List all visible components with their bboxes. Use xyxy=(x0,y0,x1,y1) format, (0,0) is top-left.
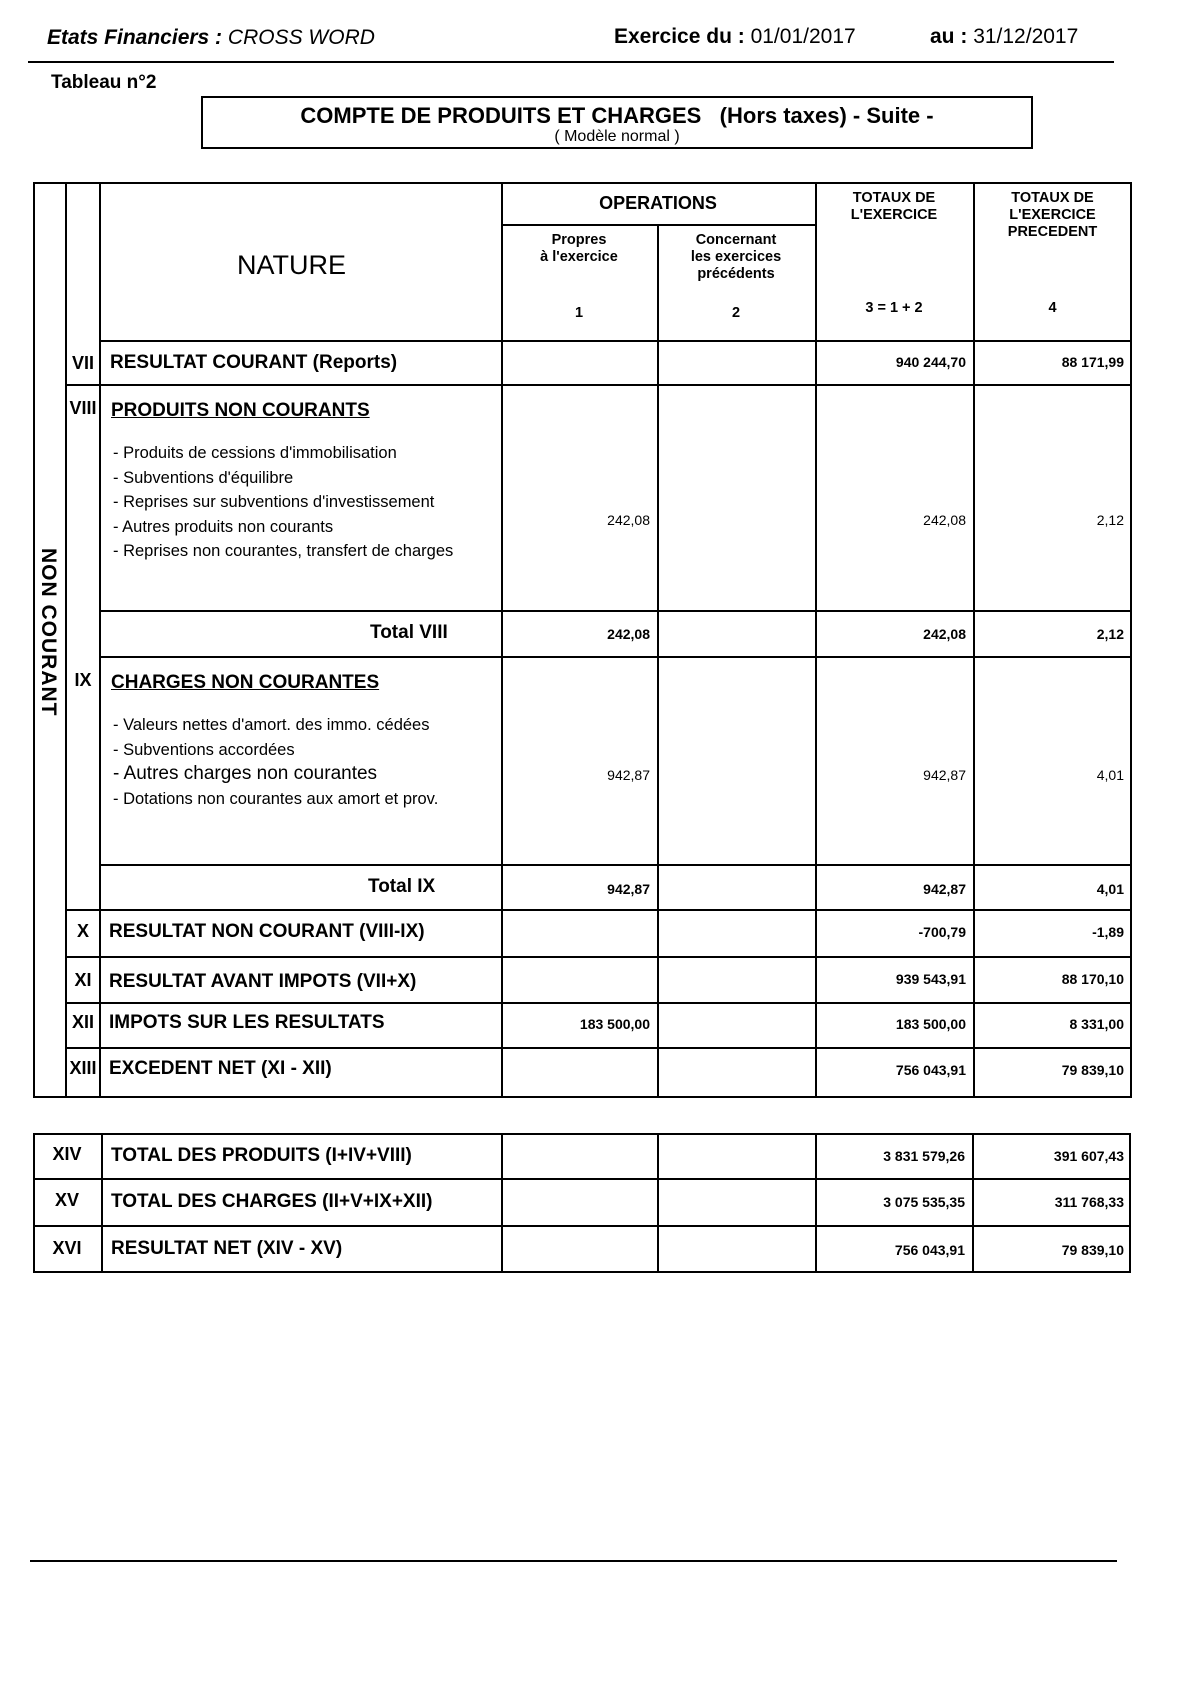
col-header-concernant: Concernant les exercices précédents xyxy=(690,232,782,282)
row-total-ix-c1: 942,87 xyxy=(607,881,650,897)
row-viii-c1: 242,08 xyxy=(607,512,650,528)
row-label-total-viii: Total VIII xyxy=(370,622,448,643)
header-date-to: 31/12/2017 xyxy=(973,25,1079,48)
header-company: CROSS WORD xyxy=(227,26,375,49)
row-label-xi: RESULTAT AVANT IMPOTS (VII+X) xyxy=(109,971,417,992)
row-viii-c4: 2,12 xyxy=(1096,512,1124,528)
section-title-produits-non-courants: PRODUITS NON COURANTS xyxy=(111,400,370,421)
row-ix-c3: 942,87 xyxy=(923,767,966,783)
col-divider-code xyxy=(99,182,101,1098)
summary-line-xiv xyxy=(33,1178,1131,1180)
col-divider-propres xyxy=(657,225,659,1098)
col-header-propres: Propres à l'exercice xyxy=(540,232,618,265)
row-label-total-ix: Total IX xyxy=(368,876,436,897)
page-subtitle: ( Modèle normal ) xyxy=(554,128,680,145)
summary-code-xvi: XVI xyxy=(52,1238,82,1258)
header-etats-label: Etats Financiers : xyxy=(47,26,223,49)
row-ix-c1: 942,87 xyxy=(607,767,650,783)
row-total-viii-c1: 242,08 xyxy=(607,626,650,642)
summary-xvi-c3: 756 043,91 xyxy=(894,1242,965,1258)
row-label-xii: IMPOTS SUR LES RESULTATS xyxy=(109,1012,385,1033)
col-header-totaux-exercice: TOTAUX DE L'EXERCICE xyxy=(850,190,938,223)
row-xi-c3: 939 543,91 xyxy=(895,971,966,987)
summary-xiv-c4: 391 607,43 xyxy=(1053,1148,1124,1164)
row-xii-c3: 183 500,00 xyxy=(895,1016,966,1032)
summary-label-xvi: RESULTAT NET (XIV - XV) xyxy=(111,1238,343,1259)
footer-rule xyxy=(30,1560,1117,1562)
header-au-label: au : xyxy=(930,25,968,48)
header-exercice-label: Exercice du : xyxy=(614,25,745,48)
summary-xvi-c4: 79 839,10 xyxy=(1061,1242,1124,1258)
list-item: - Reprises sur subventions d'investissement xyxy=(113,493,435,511)
list-item: - Subventions d'équilibre xyxy=(113,468,294,487)
tableau-number: Tableau n°2 xyxy=(51,72,157,93)
summary-xv-c4: 311 768,33 xyxy=(1054,1194,1124,1210)
row-vii-c4: 88 171,99 xyxy=(1061,354,1124,370)
list-item: - Autres produits non courants xyxy=(113,517,334,536)
list-item: - Valeurs nettes d'amort. des immo. cédées xyxy=(113,716,430,734)
col-number-2: 2 xyxy=(731,305,741,321)
row-line-xi xyxy=(65,1002,1132,1004)
summary-xiv-c3: 3 831 579,26 xyxy=(883,1148,965,1164)
row-total-viii-c4: 2,12 xyxy=(1096,626,1124,642)
header-rule xyxy=(28,61,1114,63)
operations-divider xyxy=(501,224,815,226)
row-total-viii-c3: 242,08 xyxy=(923,626,966,642)
row-line-vii xyxy=(65,384,1132,386)
row-code-xiii: XIII xyxy=(69,1058,97,1078)
row-x-c4: -1,89 xyxy=(1092,924,1124,940)
col-header-nature: NATURE xyxy=(237,250,347,280)
row-total-ix-c4: 4,01 xyxy=(1096,881,1124,897)
col-number-1: 1 xyxy=(574,305,584,321)
row-code-ix: IX xyxy=(74,670,92,690)
title-box xyxy=(201,96,1033,149)
page-title: COMPTE DE PRODUITS ET CHARGES (Hors taxes) - Suite - xyxy=(300,103,934,128)
side-label-non-courant: NON COURANT xyxy=(37,548,60,717)
row-line-viii xyxy=(99,610,1132,612)
list-item: - Subventions accordées xyxy=(113,740,295,759)
summary-code-xv: XV xyxy=(54,1190,79,1210)
header-exercice xyxy=(614,25,856,49)
list-item: - Autres charges non courantes xyxy=(113,763,378,784)
summary-label-xiv: TOTAL DES PRODUITS (I+IV+VIII) xyxy=(111,1145,412,1166)
col-number-4: 4 xyxy=(1048,300,1057,316)
list-produits-non-courants xyxy=(113,441,453,564)
col-header-totaux-precedent: TOTAUX DE L'EXERCICE PRECEDENT xyxy=(1007,190,1098,240)
summary-divider-nature xyxy=(501,1133,503,1273)
row-xiii-c3: 756 043,91 xyxy=(895,1062,966,1078)
summary-divider-code xyxy=(101,1133,103,1273)
row-line-xii xyxy=(65,1047,1132,1049)
list-item: - Dotations non courantes aux amort et prov. xyxy=(113,789,439,808)
row-code-vii: VII xyxy=(71,353,94,373)
row-code-viii: VIII xyxy=(69,398,97,418)
col-number-3: 3 = 1 + 2 xyxy=(865,300,923,316)
row-x-c3: -700,79 xyxy=(918,924,966,940)
row-label-x: RESULTAT NON COURANT (VIII-IX) xyxy=(109,921,425,942)
col-header-operations: OPERATIONS xyxy=(599,193,717,213)
header-date-from: 01/01/2017 xyxy=(750,25,856,48)
row-line-total-ix xyxy=(65,909,1132,911)
list-item: - Reprises non courantes, transfert de charges xyxy=(113,542,454,560)
row-label-vii: RESULTAT COURANT (Reports) xyxy=(110,352,398,373)
row-vii-c3: 940 244,70 xyxy=(895,354,966,370)
row-code-xii: XII xyxy=(71,1012,94,1032)
list-item: - Produits de cessions d'immobilisation xyxy=(113,444,397,462)
row-label-xiii: EXCEDENT NET (XI - XII) xyxy=(109,1058,332,1079)
row-total-ix-c3: 942,87 xyxy=(923,881,966,897)
summary-label-xv: TOTAL DES CHARGES (II+V+IX+XII) xyxy=(111,1191,433,1212)
section-title-charges-non-courantes: CHARGES NON COURANTES xyxy=(111,672,380,693)
row-line-x xyxy=(65,956,1132,958)
row-xiii-c4: 79 839,10 xyxy=(1061,1062,1124,1078)
row-viii-c3: 242,08 xyxy=(923,512,966,528)
col-divider-side xyxy=(65,182,67,1098)
list-charges-non-courantes xyxy=(113,713,438,811)
row-line-total-viii xyxy=(99,656,1132,658)
row-code-x: X xyxy=(76,921,89,941)
summary-line-xv xyxy=(33,1225,1131,1227)
header-au xyxy=(930,25,1078,49)
header-entity xyxy=(47,26,375,50)
row-code-xi: XI xyxy=(74,970,92,990)
row-xii-c4: 8 331,00 xyxy=(1069,1016,1124,1032)
summary-xv-c3: 3 075 535,35 xyxy=(883,1194,965,1210)
row-ix-c4: 4,01 xyxy=(1096,767,1124,783)
row-line-ix xyxy=(99,864,1132,866)
row-xi-c4: 88 170,10 xyxy=(1061,971,1124,987)
header-bottom-line xyxy=(99,340,1132,342)
summary-divider-propres xyxy=(657,1133,659,1273)
summary-code-xiv: XIV xyxy=(52,1144,82,1164)
row-xii-c1: 183 500,00 xyxy=(579,1016,650,1032)
